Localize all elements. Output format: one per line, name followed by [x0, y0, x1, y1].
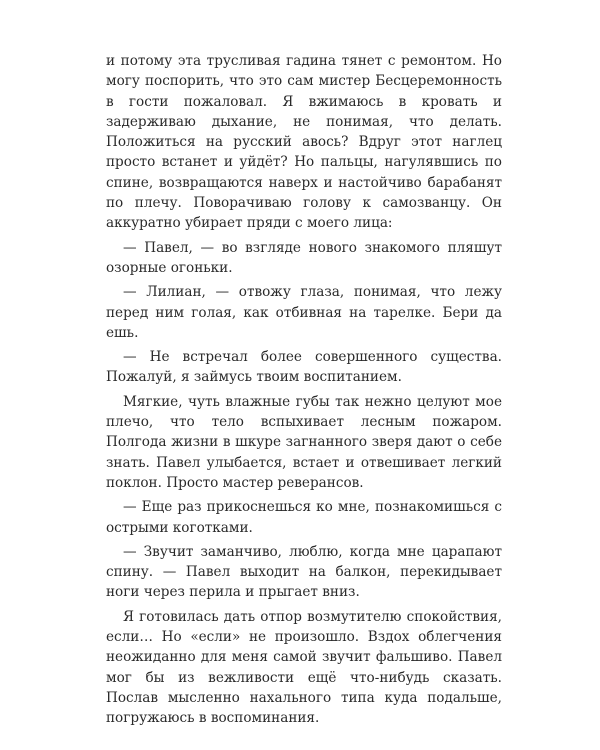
paragraph-3: — Лилиан, — отвожу глаза, понимая, что лежу перед ним голая, как отбивная на тарелке. Бери да ешь.: [106, 284, 502, 341]
paragraph-8: Я готовилась дать отпор возмутителю спокойствия, если… Но «если» не произошло. Вздох облегчения неожиданно для меня самой звучит фальшиво. Павел мог бы из вежливости ещё что-нибудь сказать. Послав мысленно нахального типа куда подальше, погружаюсь в воспоминания.: [106, 608, 502, 727]
book-page: [106, 51, 502, 733]
paragraph-5: Мягкие, чуть влажные губы так нежно целуют мое плечо, что тело вспыхивает лесным пожаром. Полгода жизни в шкуре загнанного зверя дают о себе знать. Павел улыбается, встает и отвешивает легкий поклон. Просто мастер реверансов.: [106, 393, 502, 491]
paragraph-7: — Звучит заманчиво, люблю, когда мне царапают спину. — Павел выходит на балкон, перекидывает ноги через перила и прыгает вниз.: [106, 543, 502, 601]
paragraph-4: — Не встречал более совершенного существа. Пожалуй, я займусь твоим воспитанием.: [106, 349, 502, 386]
paragraph-1: и потому эта трусливая гадина тянет с ремонтом. Но могу поспорить, что это сам мистер Бесцеремонность в гости пожаловал. Я вжимаюсь в кровать и задерживаю дыхание, не понимая, что делать. Положиться на русский авось? Вдруг этот наглец просто встанет и уйдёт? Но пальцы, нагулявшись по спине, возвращаются наверх и настойчиво барабанят по плечу. Поворачиваю голову к самозванцу. Он аккуратно убирает пряди с моего лица:: [106, 53, 502, 232]
paragraph-2: — Павел, — во взгляде нового знакомого пляшут озорные огоньки.: [106, 239, 502, 276]
paragraph-6: — Еще раз прикоснешься ко мне, познакомишься с острыми коготками.: [106, 499, 502, 536]
